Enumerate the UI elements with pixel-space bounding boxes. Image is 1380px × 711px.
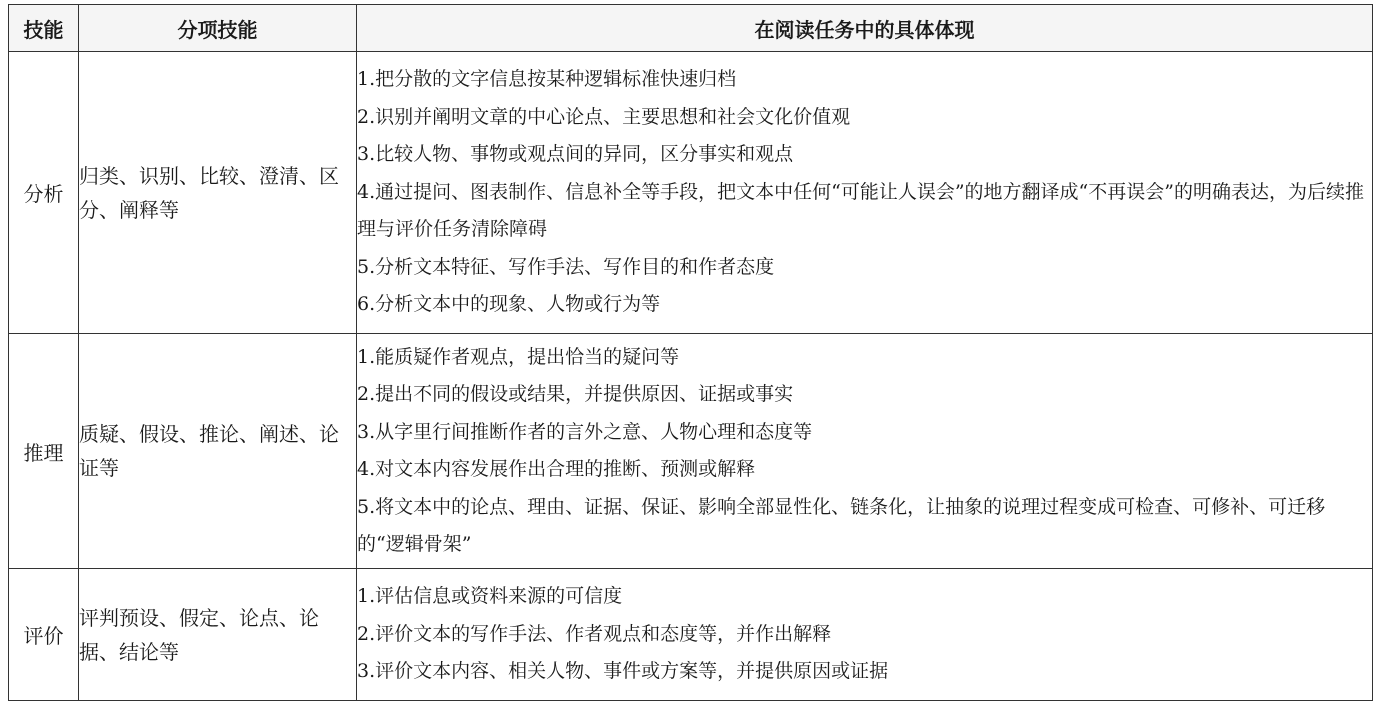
list-item: 1.把分散的文字信息按某种逻辑标准快速归档 [357,68,737,91]
list-item: 5.分析文本特征、写作手法、写作目的和作者态度 [357,255,775,278]
list-item: 6.分析文本中的现象、人物或行为等 [357,293,661,316]
skill-cell: 推理 [9,334,79,569]
header-manifestation: 在阅读任务中的具体体现 [357,5,1373,52]
list-item: 4.通过提问、图表制作、信息补全等手段，把文本中任何“可能让人误会”的地方翻译成“不再误会”的明确表达，为后续推理与评价任务清除障碍 [357,180,1364,241]
list-item: 2.提出不同的假设或结果，并提供原因、证据或事实 [357,383,794,405]
manifestation-list [357,61,1372,324]
list-item: 3.比较人物、事物或观点间的异同，区分事实和观点 [357,143,794,166]
list-item: 4.对文本内容发展作出合理的推断、预测或解释 [357,458,756,480]
sub-skill-cell: 评判预设、假定、论点、论据、结论等 [79,569,357,701]
list-item: 2.识别并阐明文章的中心论点、主要思想和社会文化价值观 [357,105,851,128]
header-skill: 技能 [9,5,79,52]
skills-table [8,4,1373,701]
table-row-reasoning [9,334,1373,569]
skill-cell: 分析 [9,52,79,334]
manifestation-cell [357,52,1373,334]
skill-cell: 评价 [9,569,79,701]
list-item: 5.将文本中的论点、理由、证据、保证、影响全部显性化、链条化，让抽象的说理过程变成可检查、可修补、可迁移的“逻辑骨架” [357,495,1326,555]
manifestation-cell [357,569,1373,701]
sub-skill-cell: 质疑、假设、推论、阐述、论证等 [79,334,357,569]
manifestation-list [357,339,1372,564]
header-row [9,5,1373,52]
list-item: 1.能质疑作者观点，提出恰当的疑问等 [357,345,680,368]
manifestation-cell [357,334,1373,569]
list-item: 3.评价文本内容、相关人物、事件或方案等，并提供原因或证据 [357,660,889,683]
list-item: 3.从字里行间推断作者的言外之意、人物心理和态度等 [357,420,813,443]
header-sub-skill: 分项技能 [79,5,357,52]
list-item: 2.评价文本的写作手法、作者观点和态度等，并作出解释 [357,622,832,645]
manifestation-list [357,578,1372,691]
table-row-analysis [9,52,1373,334]
sub-skill-cell: 归类、识别、比较、澄清、区分、阐释等 [79,52,357,334]
list-item: 1.评估信息或资料来源的可信度 [357,585,623,608]
table-row-evaluation [9,569,1373,701]
